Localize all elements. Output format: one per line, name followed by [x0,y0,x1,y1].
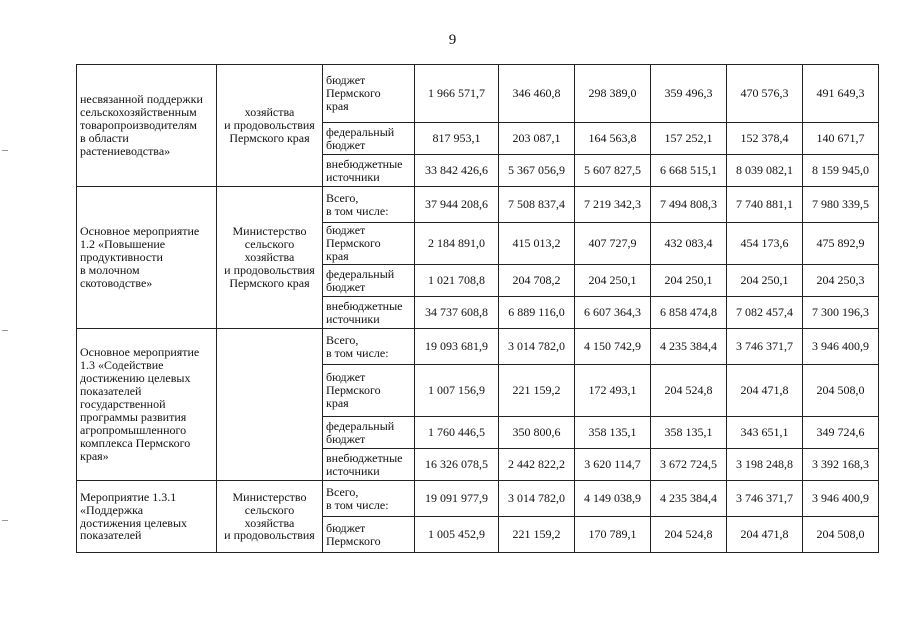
year-value-cell: 350 800,6 [499,417,575,449]
year-value-cell: 4 150 742,9 [575,329,651,365]
year-value-cell: 170 789,1 [575,517,651,553]
funding-source: внебюджетные источники [326,298,403,326]
funding-source: Всего, в том числе: [326,484,389,512]
funding-source: внебюджетные источники [326,156,403,184]
executor-cell [217,65,323,187]
total-value-cell: 817 953,1 [415,123,499,155]
table-row [77,65,879,123]
year-value-cell: 157 252,1 [651,123,727,155]
year-value-cell: 358 135,1 [575,417,651,449]
year-value-cell: 3 198 248,8 [727,449,803,481]
total-value-cell: 33 842 426,6 [415,155,499,187]
funding-source: федеральный бюджет [326,266,395,294]
year-value-cell: 3 392 168,3 [803,449,879,481]
funding-source-cell [323,297,415,329]
total-value-cell: 1 005 452,9 [415,517,499,553]
total-value-cell: 34 737 608,8 [415,297,499,329]
year-value-cell: 3 946 400,9 [803,329,879,365]
total-value-cell: 1 021 708,8 [415,265,499,297]
year-value-cell: 3 746 371,7 [727,329,803,365]
year-value-cell: 204 508,0 [803,517,879,553]
funding-source-cell [323,123,415,155]
executor-name: хозяйства и продовольствия Пермского края [224,105,315,145]
year-value-cell: 203 087,1 [499,123,575,155]
year-value-cell: 204 508,0 [803,365,879,417]
year-value-cell: 204 471,8 [727,365,803,417]
year-value-cell: 3 672 724,5 [651,449,727,481]
funding-source: федеральный бюджет [326,124,395,152]
table-row [77,481,879,517]
year-value-cell: 7 494 808,3 [651,187,727,223]
funding-source: внебюджетные источники [326,450,403,478]
funding-source-cell [323,481,415,517]
year-value-cell: 7 740 881,1 [727,187,803,223]
year-value-cell: 6 668 515,1 [651,155,727,187]
funding-source-cell [323,449,415,481]
page-edge-mark [2,520,8,521]
year-value-cell: 204 250,1 [575,265,651,297]
year-value-cell: 454 173,6 [727,223,803,265]
year-value-cell: 3 620 114,7 [575,449,651,481]
funding-source-cell [323,223,415,265]
year-value-cell: 358 135,1 [651,417,727,449]
year-value-cell: 221 159,2 [499,517,575,553]
funding-source: федеральный бюджет [326,418,395,446]
funding-source-cell [323,517,415,553]
page-edge-mark [2,330,8,331]
funding-source-cell [323,155,415,187]
total-value-cell: 2 184 891,0 [415,223,499,265]
table-row [77,329,879,365]
year-value-cell: 204 250,1 [727,265,803,297]
year-value-cell: 204 250,3 [803,265,879,297]
year-value-cell: 407 727,9 [575,223,651,265]
year-value-cell: 164 563,8 [575,123,651,155]
year-value-cell: 359 496,3 [651,65,727,123]
year-value-cell: 7 980 339,5 [803,187,879,223]
year-value-cell: 204 708,2 [499,265,575,297]
year-value-cell: 6 889 116,0 [499,297,575,329]
total-value-cell: 1 007 156,9 [415,365,499,417]
year-value-cell: 6 858 474,8 [651,297,727,329]
executor-name: Министерство сельского хозяйства и продовольствия Пермского края [224,224,315,290]
year-value-cell: 475 892,9 [803,223,879,265]
page-edge-mark [2,150,8,151]
year-value-cell: 5 367 056,9 [499,155,575,187]
measure-name: Основное мероприятие 1.2 «Повышение продуктивности в молочном скотоводстве» [80,224,200,290]
executor-cell [217,187,323,329]
funding-source-cell [323,265,415,297]
year-value-cell: 5 607 827,5 [575,155,651,187]
year-value-cell: 7 300 196,3 [803,297,879,329]
funding-source-cell [323,329,415,365]
funding-source-cell [323,417,415,449]
year-value-cell: 4 235 384,4 [651,481,727,517]
executor-name: Министерство сельского хозяйства и продовольствия [224,489,315,543]
year-value-cell: 3 014 782,0 [499,329,575,365]
year-value-cell: 152 378,4 [727,123,803,155]
year-value-cell: 172 493,1 [575,365,651,417]
year-value-cell: 221 159,2 [499,365,575,417]
funding-source-cell [323,65,415,123]
measure-name: несвязанной поддержки сельскохозяйственным товаропроизводителям в области растениеводства» [80,92,203,158]
year-value-cell: 140 671,7 [803,123,879,155]
year-value-cell: 7 082 457,4 [727,297,803,329]
total-value-cell: 1 760 446,5 [415,417,499,449]
funding-source: бюджет Пермского края [326,223,381,263]
measure-name: Основное мероприятие 1.3 «Содействие достижению целевых показателей государственной программы развития агропромышленного комплекса Пермского края» [80,345,200,463]
year-value-cell: 7 219 342,3 [575,187,651,223]
year-value-cell: 7 508 837,4 [499,187,575,223]
year-value-cell: 298 389,0 [575,65,651,123]
funding-source: Всего, в том числе: [326,190,389,218]
year-value-cell: 3 946 400,9 [803,481,879,517]
measure-cell [77,329,217,481]
measure-cell [77,65,217,187]
year-value-cell: 4 235 384,4 [651,329,727,365]
year-value-cell: 204 524,8 [651,365,727,417]
year-value-cell: 3 014 782,0 [499,481,575,517]
year-value-cell: 491 649,3 [803,65,879,123]
funding-source: бюджет Пермского края [326,73,381,113]
year-value-cell: 6 607 364,3 [575,297,651,329]
total-value-cell: 19 093 681,9 [415,329,499,365]
year-value-cell: 204 471,8 [727,517,803,553]
year-value-cell: 415 013,2 [499,223,575,265]
measure-name: Мероприятие 1.3.1 «Поддержка достижения целевых показателей [80,489,188,543]
year-value-cell: 204 524,8 [651,517,727,553]
year-value-cell: 346 460,8 [499,65,575,123]
total-value-cell: 16 326 078,5 [415,449,499,481]
page-number: 9 [448,32,457,48]
funding-source: Всего, в том числе: [326,332,389,360]
executor-cell [217,481,323,553]
measure-cell [77,187,217,329]
year-value-cell: 432 083,4 [651,223,727,265]
year-value-cell: 4 149 038,9 [575,481,651,517]
budget-table [76,64,879,553]
funding-source-cell [323,365,415,417]
year-value-cell: 204 250,1 [651,265,727,297]
year-value-cell: 3 746 371,7 [727,481,803,517]
measure-cell [77,481,217,553]
year-value-cell: 2 442 822,2 [499,449,575,481]
year-value-cell: 349 724,6 [803,417,879,449]
year-value-cell: 8 159 945,0 [803,155,879,187]
total-value-cell: 37 944 208,6 [415,187,499,223]
year-value-cell: 8 039 082,1 [727,155,803,187]
executor-cell [217,329,323,481]
table-row [77,187,879,223]
total-value-cell: 19 091 977,9 [415,481,499,517]
total-value-cell: 1 966 571,7 [415,65,499,123]
funding-source-cell [323,187,415,223]
year-value-cell: 470 576,3 [727,65,803,123]
funding-source: бюджет Пермского края [326,370,381,410]
funding-source: бюджет Пермского [326,520,381,548]
year-value-cell: 343 651,1 [727,417,803,449]
